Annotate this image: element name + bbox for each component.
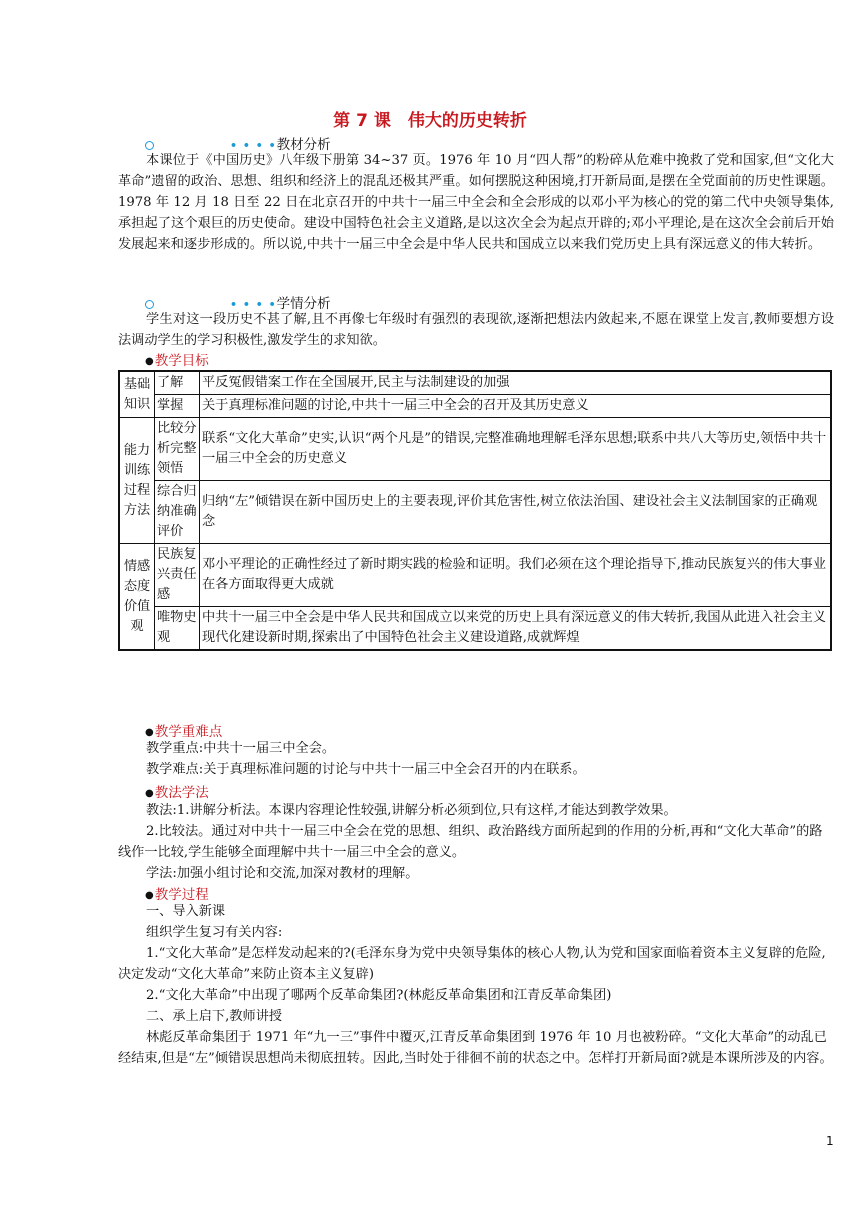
table-row (119, 371, 831, 395)
category-cell: 能力训练过程方法 (119, 418, 155, 544)
textbook-analysis-paragraph (118, 150, 834, 255)
heading-text: 教学重难点 (154, 724, 223, 740)
table-row (119, 418, 831, 481)
heading-text: 学情分析 (276, 296, 331, 312)
heading-text: 教材分析 (276, 137, 331, 153)
section-heading-methods (145, 781, 209, 801)
subcategory-cell: 掌握 (155, 395, 200, 418)
ring-icon (145, 300, 154, 309)
question-line: 1.“文化大革命”是怎样发动起来的?(毛泽东身为党中央领导集体的核心人物,认为党和国家面临着资本主义复辟的危险,决定发动“文化大革命”来防止资本主义复辟) (118, 946, 826, 982)
section-heading-process (145, 883, 209, 903)
bullet-dot-icon: ● (145, 727, 154, 738)
method-line: 学法:加强小组讨论和交流,加深对教材的理解。 (146, 866, 419, 881)
process-step: 二、承上启下,教师讲授 (146, 1009, 283, 1024)
process-paragraph: 林彪反革命集团于 1971 年“九一三”事件中覆灭,江青反革命集团到 1976 年 10 月也被粉碎。“文化大革命”的动乱已经结束,但是“左”倾错误思想尚未彻底扭转。因此,当时处于徘徊不前的状态之中。怎样打开新局面?就是本课所涉及的内容。 (118, 1030, 833, 1066)
process-step: 一、导入新课 (146, 904, 226, 919)
bullet-dot-icon: ● (145, 788, 154, 799)
goals-table (118, 370, 832, 651)
student-analysis-paragraph (118, 309, 834, 351)
focus-line: 教学重点:中共十一届三中全会。 (146, 741, 336, 756)
subcategory-cell: 民族复兴责任感 (155, 544, 200, 607)
process-step: 组织学生复习有关内容: (146, 925, 283, 940)
bullet-dot-icon: ● (145, 356, 154, 367)
category-cell: 基础知识 (119, 371, 155, 418)
difficulty-line: 教学难点:关于真理标准问题的讨论与中共十一届三中全会召开的内在联系。 (146, 762, 586, 777)
lesson-title: 第 7 课 伟大的历史转折 (333, 111, 527, 131)
paragraph-text: 本课位于《中国历史》八年级下册第 34~37 页。1976 年 10 月“四人帮”的粉碎从危难中挽救了党和国家,但“文化大革命”遗留的政治、思想、组织和经济上的混乱还极其严重。如何摆脱这种困境,打开新局面,是摆在全党面前的历史性课题。1978 年 12 月 18 日至 22 日在北京召开的中共十一届三中全会和全会形成的以邓小平为核心的党的第二代中央领导集体,承担起了这个艰巨的历史使命。建设中国特色社会主义道路,是以这次全会为起点开辟的;邓小平理论,是在这次全会前后开始发展起来和逐步形成的。所以说,中共十一届三中全会是中华人民共和国成立以来我们党历史上具有深远意义的伟大转折。 (118, 153, 834, 252)
content-cell: 归纳“左”倾错误在新中国历史上的主要表现,评价其危害性,树立依法治国、建设社会主义法制国家的正确观念 (200, 481, 832, 544)
content-cell: 关于真理标准问题的讨论,中共十一届三中全会的召开及其历史意义 (200, 395, 832, 418)
bullet-dot-icon: ● (145, 890, 154, 901)
heading-text: 教法学法 (154, 785, 209, 801)
method-line: 2.比较法。通过对中共十一届三中全会在党的思想、组织、政治路线方面所起到的作用的分析,再和“文化大革命”的路线作一比较,学生能够全面理解中共十一届三中全会的意义。 (118, 824, 823, 860)
dots-icon: • • • • (230, 139, 277, 152)
subcategory-cell: 了解 (155, 371, 200, 395)
section-heading-goals (145, 349, 209, 369)
methods-block (118, 800, 834, 884)
subcategory-cell: 唯物史观 (155, 607, 200, 651)
content-cell: 邓小平理论的正确性经过了新时期实践的检验和证明。我们必须在这个理论指导下,推动民族复兴的伟大事业在各方面取得更大成就 (200, 544, 832, 607)
content-cell: 联系“文化大革命”史实,认识“两个凡是”的错误,完整准确地理解毛泽东思想;联系中共八大等历史,领悟中共十一届三中全会的历史意义 (200, 418, 832, 481)
table-row (119, 544, 831, 607)
keypoints-block (118, 738, 834, 780)
subcategory-cell: 比较分析完整领悟 (155, 418, 200, 481)
category-cell: 情感态度价值观 (119, 544, 155, 651)
heading-text: 教学目标 (154, 353, 209, 369)
method-line: 教法:1.讲解分析法。本课内容理论性较强,讲解分析必须到位,只有这样,才能达到教学效果。 (146, 803, 677, 818)
table-row (119, 481, 831, 544)
table-row (119, 395, 831, 418)
page-number: 1 (826, 1134, 834, 1148)
heading-text: 教学过程 (154, 887, 209, 903)
content-cell: 中共十一届三中全会是中华人民共和国成立以来党的历史上具有深远意义的伟大转折,我国从此进入社会主义现代化建设新时期,探索出了中国特色社会主义建设道路,成就辉煌 (200, 607, 832, 651)
dots-icon: • • • • (230, 298, 277, 311)
question-line: 2.“文化大革命”中出现了哪两个反革命集团?(林彪反革命集团和江青反革命集团) (146, 988, 612, 1003)
content-cell: 平反冤假错案工作在全国展开,民主与法制建设的加强 (200, 371, 832, 395)
process-block (118, 901, 834, 1069)
subcategory-cell: 综合归纳准确评价 (155, 481, 200, 544)
section-heading-keypoints (145, 720, 222, 740)
table-row (119, 607, 831, 651)
ring-icon (145, 141, 154, 150)
paragraph-text: 学生对这一段历史不甚了解,且不再像七年级时有强烈的表现欲,逐渐把想法内敛起来,不愿在课堂上发言,教师要想方设法调动学生的学习积极性,激发学生的求知欲。 (118, 312, 834, 348)
